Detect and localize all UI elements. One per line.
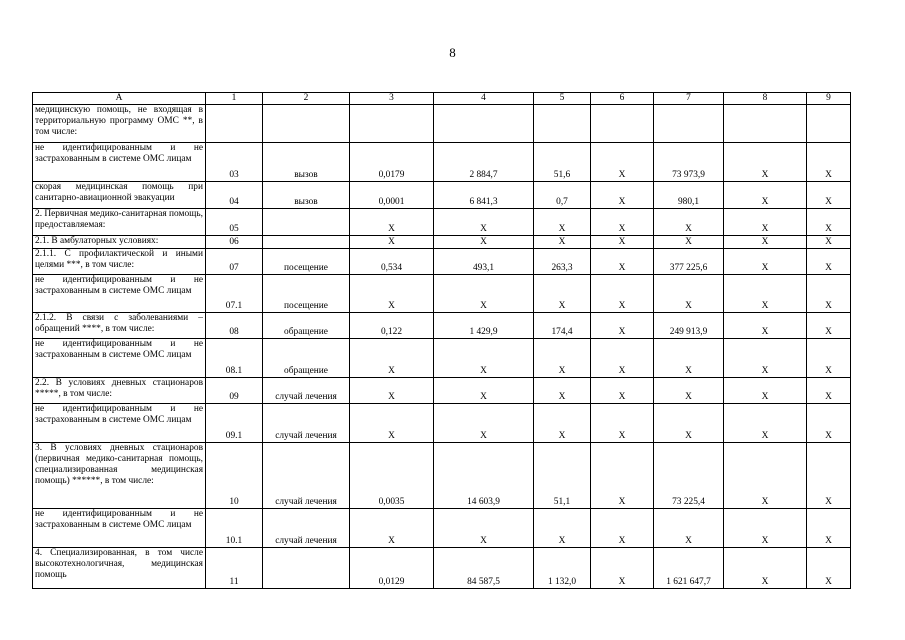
column-header: 2 xyxy=(263,93,350,105)
table-cell: 84 587,5 xyxy=(434,548,534,589)
table-cell: Х xyxy=(591,443,654,509)
table-cell: вызов xyxy=(263,182,350,209)
table-cell: Х xyxy=(534,236,591,249)
table-cell: 174,4 xyxy=(534,313,591,339)
column-header: 5 xyxy=(534,93,591,105)
table-cell xyxy=(724,105,807,143)
table-cell xyxy=(263,209,350,236)
table-cell: Х xyxy=(591,249,654,275)
table-cell: 05 xyxy=(206,209,263,236)
column-header: 3 xyxy=(350,93,434,105)
table-cell: 51,1 xyxy=(534,443,591,509)
row-name-cell: не идентифицированным и не застрахованным в системе ОМС лицам xyxy=(33,143,206,182)
table-cell: Х xyxy=(807,339,851,378)
table-cell: Х xyxy=(724,378,807,404)
table-cell: 09.1 xyxy=(206,404,263,443)
table-cell: Х xyxy=(350,236,434,249)
row-name-cell: 2.1.2. В связи с заболеваниями – обращений ****, в том числе: xyxy=(33,313,206,339)
table-cell xyxy=(206,105,263,143)
table-cell: 04 xyxy=(206,182,263,209)
column-header: 6 xyxy=(591,93,654,105)
table-cell: Х xyxy=(724,236,807,249)
table-cell: Х xyxy=(724,443,807,509)
table-cell: 1 621 647,7 xyxy=(654,548,724,589)
table-cell: 0,534 xyxy=(350,249,434,275)
row-name-cell: 2. Первичная медико-санитарная помощь, предоставляемая: xyxy=(33,209,206,236)
table-cell: 06 xyxy=(206,236,263,249)
table-cell: Х xyxy=(534,378,591,404)
table-cell: 493,1 xyxy=(434,249,534,275)
row-name-cell: не идентифицированным и не застрахованным в системе ОМС лицам xyxy=(33,404,206,443)
table-cell xyxy=(263,236,350,249)
table-cell: Х xyxy=(434,404,534,443)
table-cell: 0,0001 xyxy=(350,182,434,209)
table-cell: 09 xyxy=(206,378,263,404)
table-cell: 07 xyxy=(206,249,263,275)
table-cell xyxy=(263,105,350,143)
table-row xyxy=(33,548,851,589)
table-cell: посещение xyxy=(263,275,350,313)
table-cell: Х xyxy=(434,209,534,236)
table-cell: Х xyxy=(534,209,591,236)
table-header-row xyxy=(33,93,851,105)
table-cell: 0,0129 xyxy=(350,548,434,589)
table-cell: Х xyxy=(807,548,851,589)
table-cell xyxy=(654,105,724,143)
row-name-cell: медицинскую помощь, не входящая в территориальную программу ОМС **, в том числе: xyxy=(33,105,206,143)
table-cell: 10.1 xyxy=(206,509,263,548)
table-cell: 08.1 xyxy=(206,339,263,378)
table-cell: Х xyxy=(534,404,591,443)
table-cell: посещение xyxy=(263,249,350,275)
table-cell: Х xyxy=(807,143,851,182)
table-cell: 73 973,9 xyxy=(654,143,724,182)
table-cell: обращение xyxy=(263,339,350,378)
table-row xyxy=(33,182,851,209)
table-cell xyxy=(591,105,654,143)
table-cell: Х xyxy=(807,182,851,209)
column-header: 7 xyxy=(654,93,724,105)
table-cell: Х xyxy=(534,339,591,378)
table-cell: Х xyxy=(654,404,724,443)
table-cell: Х xyxy=(591,313,654,339)
table-cell: 07.1 xyxy=(206,275,263,313)
table-cell: Х xyxy=(591,339,654,378)
table-cell: 14 603,9 xyxy=(434,443,534,509)
table-cell: 51,6 xyxy=(534,143,591,182)
table-cell: Х xyxy=(654,378,724,404)
row-name-cell: не идентифицированным и не застрахованным в системе ОМС лицам xyxy=(33,275,206,313)
table-cell xyxy=(807,105,851,143)
table-cell: Х xyxy=(807,404,851,443)
table-cell: Х xyxy=(724,339,807,378)
table-cell: 73 225,4 xyxy=(654,443,724,509)
table-cell: вызов xyxy=(263,143,350,182)
table-cell: 03 xyxy=(206,143,263,182)
row-name-cell: 2.2. В условиях дневных стационаров *****, в том числе: xyxy=(33,378,206,404)
table-row xyxy=(33,249,851,275)
table-cell: Х xyxy=(534,275,591,313)
table-row xyxy=(33,236,851,249)
table-cell xyxy=(434,105,534,143)
table-cell: Х xyxy=(350,378,434,404)
table-cell xyxy=(263,548,350,589)
table-cell: Х xyxy=(591,509,654,548)
table-cell xyxy=(350,105,434,143)
table-cell: Х xyxy=(724,275,807,313)
table-cell: Х xyxy=(654,275,724,313)
table-cell: Х xyxy=(724,313,807,339)
table-cell: 249 913,9 xyxy=(654,313,724,339)
table-cell: Х xyxy=(591,275,654,313)
row-name-cell: 2.1.1. С профилактической и иными целями ***, в том числе: xyxy=(33,249,206,275)
table-cell: Х xyxy=(807,443,851,509)
table-cell: Х xyxy=(591,236,654,249)
table-row xyxy=(33,378,851,404)
table-cell: Х xyxy=(434,339,534,378)
table-cell: Х xyxy=(654,236,724,249)
table-cell: 10 xyxy=(206,443,263,509)
table-cell: Х xyxy=(350,209,434,236)
table-cell: Х xyxy=(654,339,724,378)
table-cell: случай лечения xyxy=(263,404,350,443)
table-cell: 0,0035 xyxy=(350,443,434,509)
table-cell: 0,0179 xyxy=(350,143,434,182)
table-cell: Х xyxy=(807,275,851,313)
table-cell: 6 841,3 xyxy=(434,182,534,209)
table-cell: 1 429,9 xyxy=(434,313,534,339)
page-number: 8 xyxy=(449,45,456,60)
table-cell: Х xyxy=(807,209,851,236)
table-row xyxy=(33,509,851,548)
table-cell: Х xyxy=(724,249,807,275)
table-cell: 11 xyxy=(206,548,263,589)
table-cell: Х xyxy=(807,236,851,249)
table-cell: Х xyxy=(654,209,724,236)
table-cell: 2 884,7 xyxy=(434,143,534,182)
table-cell: Х xyxy=(434,509,534,548)
table-row xyxy=(33,404,851,443)
table-row xyxy=(33,339,851,378)
table-cell: Х xyxy=(434,236,534,249)
table-cell: Х xyxy=(807,509,851,548)
table-cell: 0,122 xyxy=(350,313,434,339)
table-cell: Х xyxy=(350,339,434,378)
row-name-cell: 2.1. В амбулаторных условиях: xyxy=(33,236,206,249)
table-cell: Х xyxy=(350,404,434,443)
table-cell: Х xyxy=(591,182,654,209)
table-cell: Х xyxy=(434,378,534,404)
table-cell: Х xyxy=(591,404,654,443)
table-cell: 263,3 xyxy=(534,249,591,275)
row-name-cell: не идентифицированным и не застрахованным в системе ОМС лицам xyxy=(33,339,206,378)
table-cell: Х xyxy=(724,548,807,589)
table-cell: Х xyxy=(350,275,434,313)
table-cell: Х xyxy=(724,404,807,443)
table-row xyxy=(33,143,851,182)
table-cell xyxy=(534,105,591,143)
table-row xyxy=(33,209,851,236)
report-table xyxy=(32,92,851,589)
table-cell: случай лечения xyxy=(263,509,350,548)
table-cell: Х xyxy=(724,182,807,209)
column-header: А xyxy=(33,93,206,105)
row-name-cell: не идентифицированным и не застрахованным в системе ОМС лицам xyxy=(33,509,206,548)
row-name-cell: скорая медицинская помощь при санитарно-авиационной эвакуации xyxy=(33,182,206,209)
table-cell: Х xyxy=(654,509,724,548)
row-name-cell: 3. В условиях дневных стационаров (первичная медико-санитарная помощь, специализированная медицинская помощь) ******, в том числе: xyxy=(33,443,206,509)
table-cell: Х xyxy=(434,275,534,313)
table-cell: Х xyxy=(350,509,434,548)
table-cell: случай лечения xyxy=(263,378,350,404)
table-cell: 980,1 xyxy=(654,182,724,209)
table-row xyxy=(33,443,851,509)
column-header: 4 xyxy=(434,93,534,105)
table-cell: Х xyxy=(724,509,807,548)
table-cell: Х xyxy=(534,509,591,548)
table-cell: Х xyxy=(591,548,654,589)
table-cell: Х xyxy=(591,378,654,404)
column-header: 8 xyxy=(724,93,807,105)
table-cell: случай лечения xyxy=(263,443,350,509)
column-header: 9 xyxy=(807,93,851,105)
table-cell: Х xyxy=(591,209,654,236)
table-row xyxy=(33,275,851,313)
table-cell: Х xyxy=(591,143,654,182)
row-name-cell: 4. Специализированная, в том числе высокотехнологичная, медицинская помощь xyxy=(33,548,206,589)
table-cell: Х xyxy=(807,249,851,275)
table-cell: 377 225,6 xyxy=(654,249,724,275)
table-cell: Х xyxy=(807,313,851,339)
table-row xyxy=(33,105,851,143)
table-cell: обращение xyxy=(263,313,350,339)
table-cell: Х xyxy=(724,143,807,182)
table-cell: 0,7 xyxy=(534,182,591,209)
table-cell: 08 xyxy=(206,313,263,339)
table-cell: Х xyxy=(807,378,851,404)
table-cell: Х xyxy=(724,209,807,236)
table-cell: 1 132,0 xyxy=(534,548,591,589)
column-header: 1 xyxy=(206,93,263,105)
table-row xyxy=(33,313,851,339)
